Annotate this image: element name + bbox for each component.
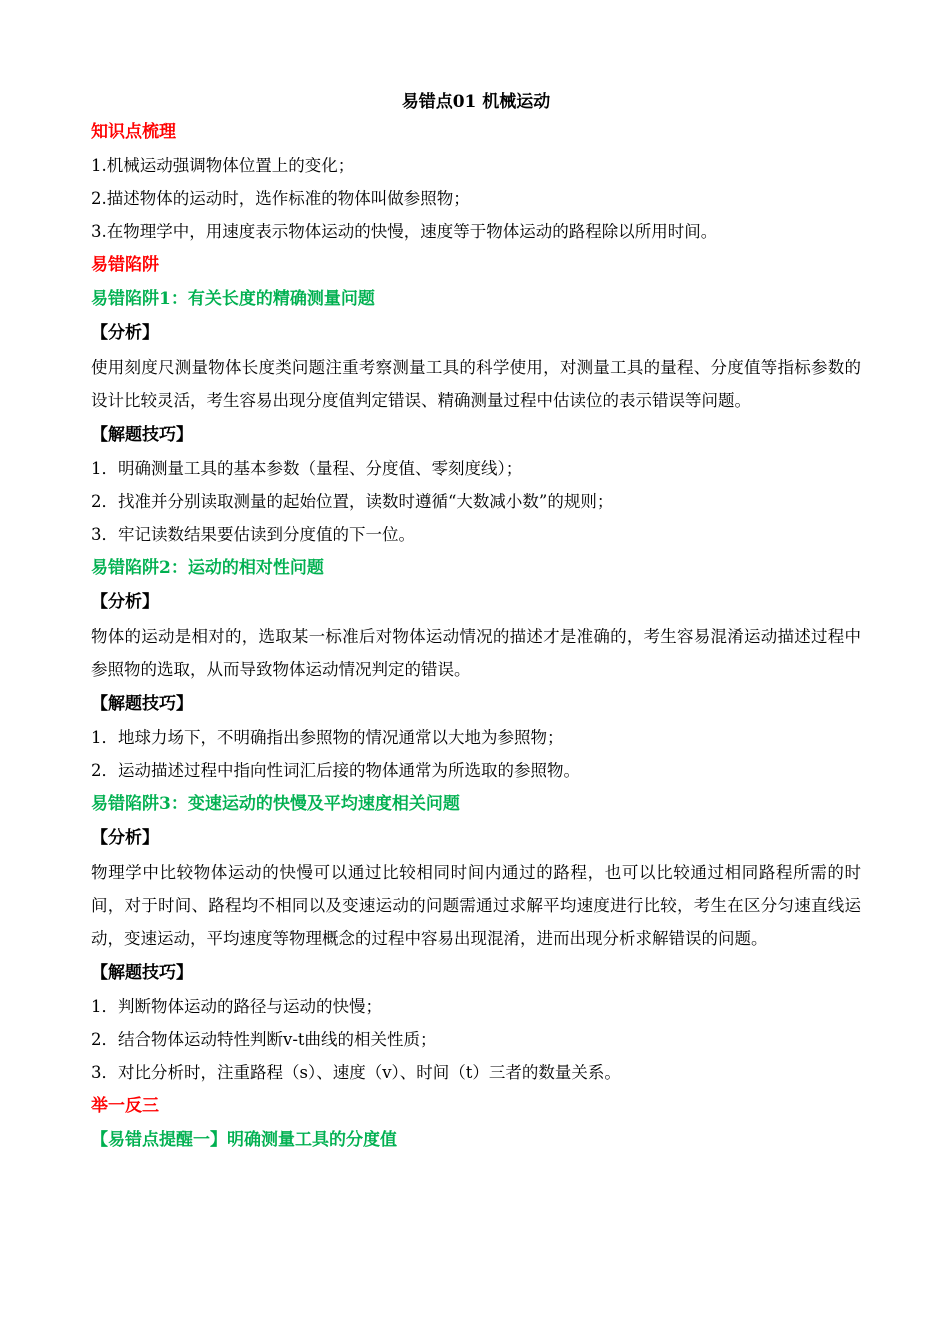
knowledge-heading: 知识点梳理	[91, 122, 176, 142]
tips-label: 【解题技巧】	[91, 694, 193, 714]
analysis-label: 【分析】	[91, 828, 159, 848]
tip-item: 2．运动描述过程中指向性词汇后接的物体通常为所选取的参照物。	[91, 761, 580, 780]
tip-item: 1．判断物体运动的路径与运动的快慢；	[91, 997, 382, 1016]
knowledge-item: 1.机械运动强调物体位置上的变化；	[91, 156, 355, 175]
tip-item: 1．地球力场下，不明确指出参照物的情况通常以大地为参照物；	[91, 728, 564, 747]
trap-title: 易错陷阱1：有关长度的精确测量问题	[91, 289, 375, 309]
practice-heading: 举一反三	[91, 1096, 159, 1116]
document-title: 易错点01 机械运动	[401, 92, 551, 112]
reminder-heading: 【易错点提醒一】明确测量工具的分度值	[91, 1130, 397, 1150]
analysis-label: 【分析】	[91, 323, 159, 343]
analysis-text: 使用刻度尺测量物体长度类问题注重考察测量工具的科学使用，对测量工具的量程、分度值等指标参数的设计比较灵活，考生容易出现分度值判定错误、精确测量过程中估读位的表示错误等问题。	[91, 358, 861, 410]
tips-label: 【解题技巧】	[91, 425, 193, 445]
tip-item: 1．明确测量工具的基本参数（量程、分度值、零刻度线）；	[91, 459, 523, 478]
tip-item: 3．牢记读数结果要估读到分度值的下一位。	[91, 525, 415, 544]
analysis-label: 【分析】	[91, 592, 159, 612]
analysis-text: 物体的运动是相对的，选取某一标准后对物体运动情况的描述才是准确的，考生容易混淆运动描述过程中参照物的选取，从而导致物体运动情况判定的错误。	[91, 627, 861, 679]
document-page	[91, 84, 861, 1162]
tips-label: 【解题技巧】	[91, 963, 193, 983]
tip-item: 2．找准并分别读取测量的起始位置，读数时遵循“大数减小数”的规则；	[91, 492, 614, 511]
knowledge-item: 3.在物理学中，用速度表示物体运动的快慢，速度等于物体运动的路程除以所用时间。	[91, 222, 718, 241]
tip-item: 3．对比分析时，注重路程（s）、速度（v）、时间（t）三者的数量关系。	[91, 1063, 621, 1082]
trap-title: 易错陷阱2：运动的相对性问题	[91, 558, 324, 578]
tip-item: 2．结合物体运动特性判断v-t曲线的相关性质；	[91, 1030, 437, 1049]
traps-heading: 易错陷阱	[91, 255, 159, 275]
knowledge-item: 2.描述物体的运动时，选作标准的物体叫做参照物；	[91, 189, 470, 208]
trap-title: 易错陷阱3：变速运动的快慢及平均速度相关问题	[91, 794, 460, 814]
analysis-text: 物理学中比较物体运动的快慢可以通过比较相同时间内通过的路程，也可以比较通过相同路程所需的时间，对于时间、路程均不相同以及变速运动的问题需通过求解平均速度进行比较，考生在区分匀速直线运动，变速运动，平均速度等物理概念的过程中容易出现混淆，进而出现分析求解错误的问题。	[91, 863, 861, 948]
